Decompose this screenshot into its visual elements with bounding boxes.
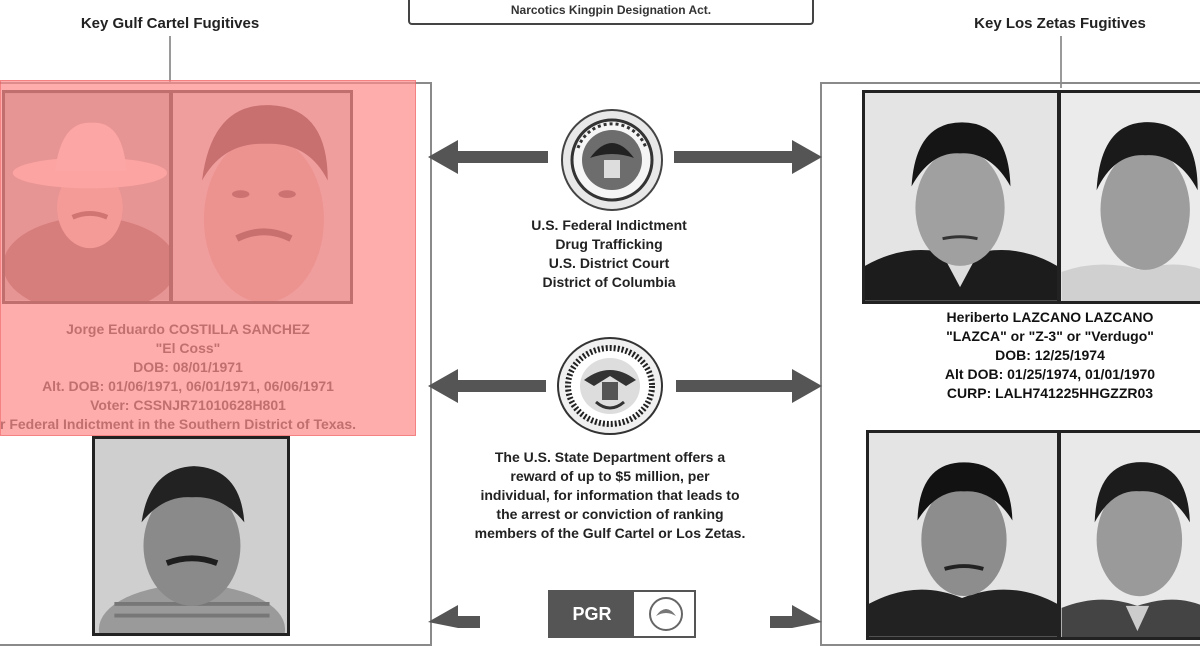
lazcano-caption-line: CURP: LALH741225HHGZZR03 [946,385,1154,401]
zetas-fugitive-2-portrait-1-icon [869,433,1057,637]
mexico-seal-icon [646,596,686,632]
arrow-right-icon [770,605,822,628]
lazcano-caption-line: Alt DOB: 01/25/1974, 01/01/1970 [944,366,1156,382]
lazcano-caption-line: "LAZCA" or "Z-3" or "Verdugo" [946,328,1154,344]
reward-line: The U.S. State Department offers a [494,449,726,465]
reward-text [450,448,770,543]
indictment-line: U.S. District Court [548,255,670,271]
arrow-left-icon [428,605,480,628]
reward-line: reward of up to $5 million, per [510,468,710,484]
kingpin-act-text: Narcotics Kingpin Designation Act. [510,3,712,17]
pgr-logo [548,590,696,638]
lazcano-photo-1 [862,90,1060,304]
lazcano-caption-line: Heriberto LAZCANO LAZCANO [946,309,1154,325]
indictment-line: Drug Trafficking [555,236,663,252]
indictment-line: U.S. Federal Indictment [531,217,687,233]
indictment-line: District of Columbia [542,274,676,290]
kingpin-act-box [408,0,814,25]
doj-seal-icon [560,108,664,212]
pgr-label: PGR [550,592,634,636]
highlight-overlay [0,80,416,436]
reward-line: the arrest or conviction of ranking [496,506,724,522]
lazcano-caption [880,308,1200,403]
arrow-right-icon [676,369,822,403]
gulf-fugitive-2-portrait-icon [95,439,287,633]
zetas-fugitive-2-photo-2 [1058,430,1200,640]
arrow-right-icon [674,140,822,174]
los-zetas-header: Key Los Zetas Fugitives [974,15,1146,32]
lazcano-photo-2 [1058,90,1200,304]
arrow-left-icon [428,140,548,174]
left-connector-line [169,36,171,84]
zetas-fugitive-2-portrait-2-icon [1061,433,1200,637]
reward-line: individual, for information that leads to [480,487,740,503]
right-connector-line [1060,36,1062,88]
lazcano-portrait-2-icon [1061,93,1200,301]
gulf-cartel-header: Key Gulf Cartel Fugitives [80,15,260,32]
zetas-fugitive-2-photo-1 [866,430,1060,640]
state-department-seal-icon [556,336,664,436]
lazcano-caption-line: DOB: 12/25/1974 [995,347,1105,363]
gulf-fugitive-2-photo [92,436,290,636]
indictment-text [478,216,740,292]
lazcano-portrait-1-icon [865,93,1057,301]
arrow-left-icon [428,369,546,403]
reward-line: members of the Gulf Cartel or Los Zetas. [474,525,746,541]
